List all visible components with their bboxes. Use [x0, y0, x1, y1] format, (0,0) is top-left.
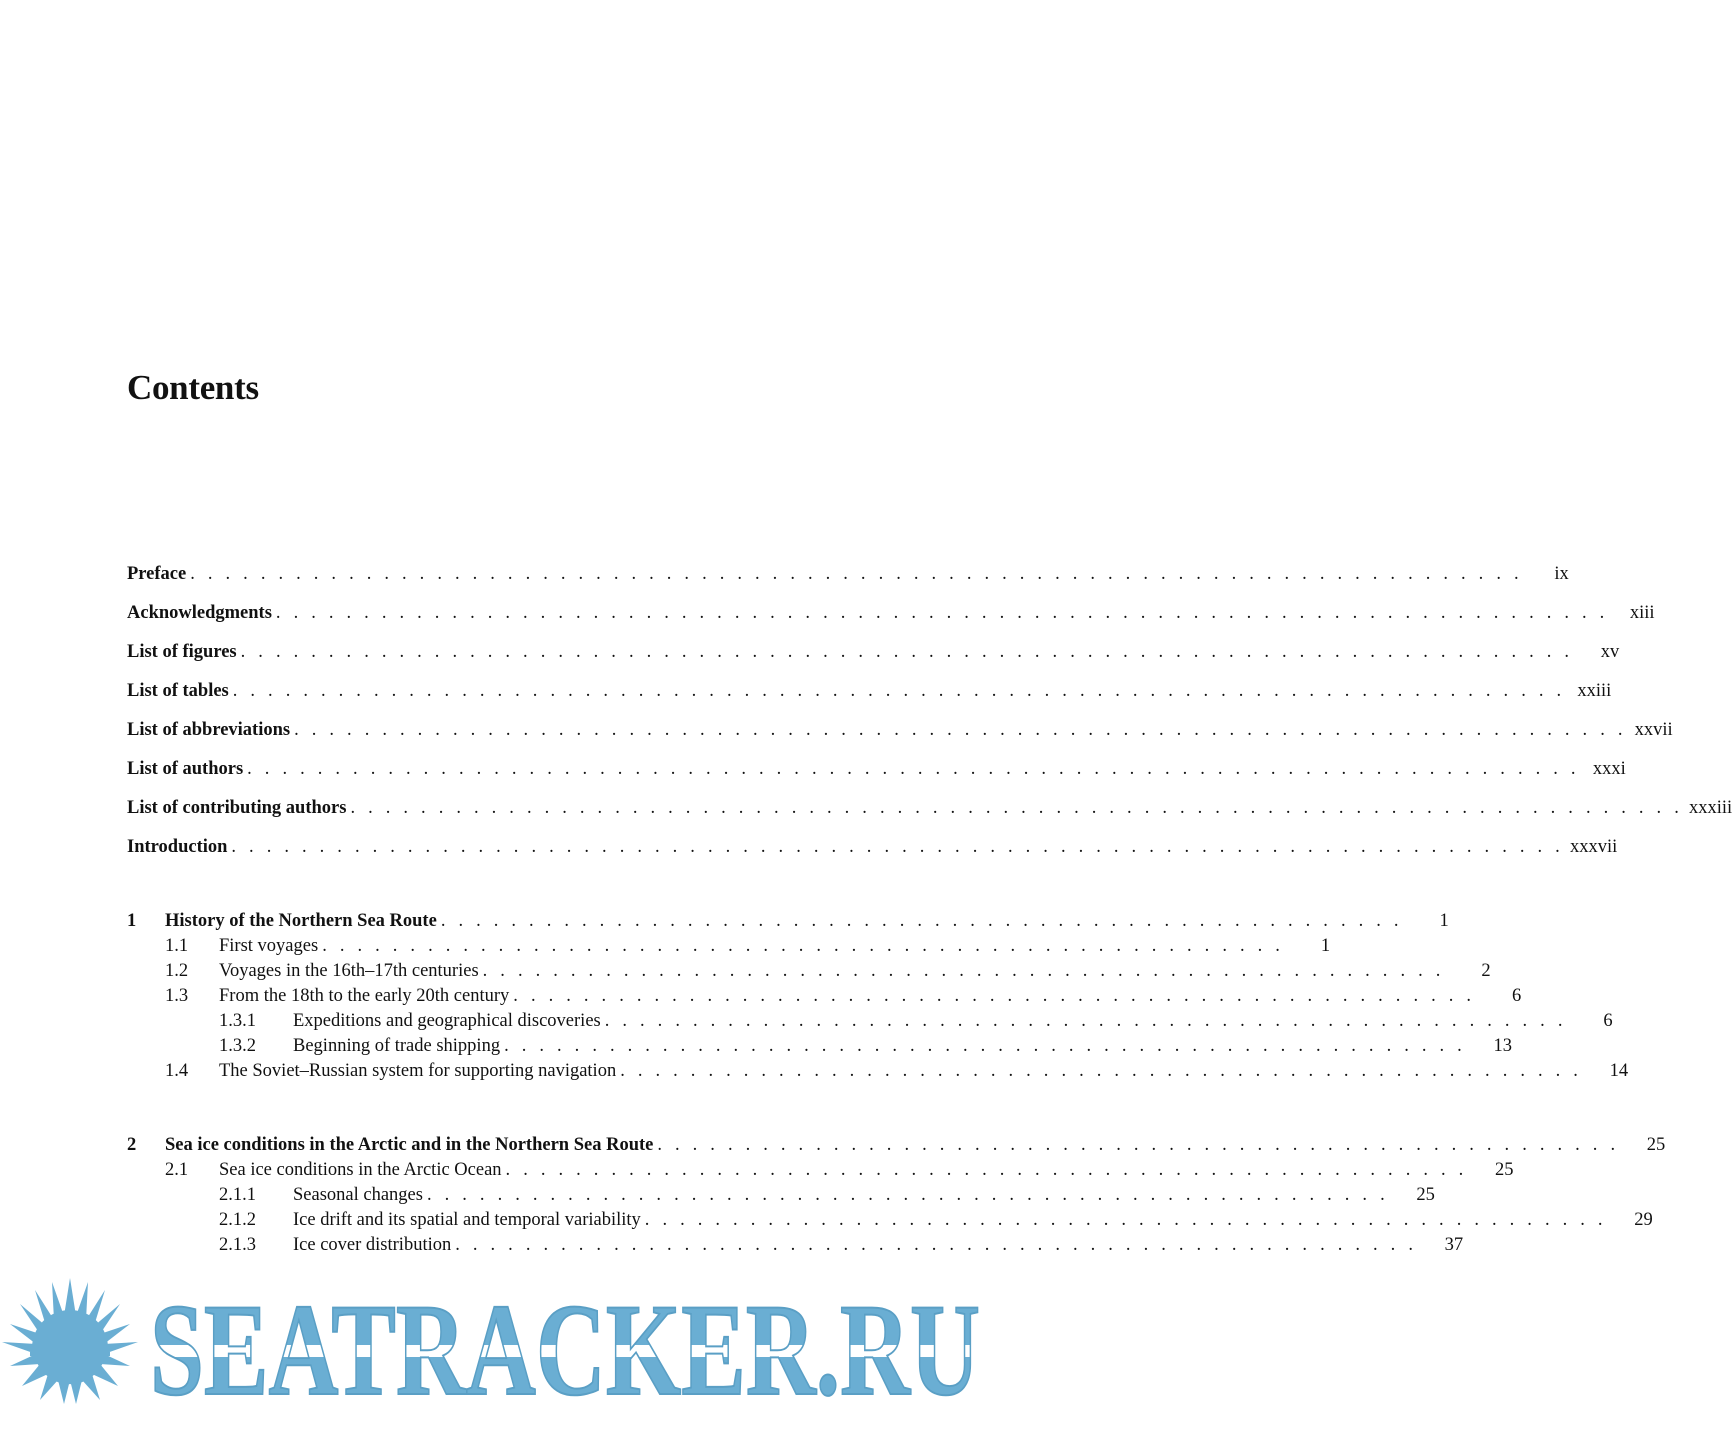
- section-number: 1.2: [165, 961, 189, 981]
- toc-entry-page: ix: [1554, 564, 1569, 584]
- toc-entry-label: List of contributing authors: [127, 798, 347, 818]
- dot-leader: . . . . . . . . . . . . . . . . . . . . . . . . . . . . . . . . . . . . . . . . . . . . . . . . . . . . . . .: [426, 1185, 1389, 1205]
- subsection-title: Beginning of trade shipping: [293, 1036, 501, 1056]
- dot-leader: . . . . . . . . . . . . . . . . . . . . . . . . . . . . . . . . . . . . . . . . . . . . . . . . . . . . . . .: [644, 1210, 1607, 1230]
- section-title: First voyages: [219, 936, 319, 956]
- section-title: Sea ice conditions in the Arctic Ocean: [219, 1160, 502, 1180]
- toc-subsection-2-1-3[interactable]: [127, 1234, 1464, 1256]
- dot-leader: . . . . . . . . . . . . . . . . . . . . . . . . . . . . . . . . . . . . . . . . . . . . . . . . . . . . . . . . . . . . . . . . . . . . . . . . . . . .: [294, 720, 1627, 740]
- toc-entry-acknowledgments[interactable]: [127, 602, 1655, 624]
- dot-leader: . . . . . . . . . . . . . . . . . . . . . . . . . . . . . . . . . . . . . . . . . . . . . . . . . . . . . . .: [482, 961, 1445, 981]
- subsection-number: 2.1.1: [219, 1185, 256, 1205]
- toc-entry-page: xxxi: [1592, 759, 1626, 779]
- toc-entry-page: 6: [1603, 1011, 1613, 1031]
- subsection-title: Expeditions and geographical discoveries: [293, 1011, 601, 1031]
- toc-entry-page: 1: [1320, 936, 1331, 956]
- subsection-number: 2.1.2: [219, 1210, 256, 1230]
- toc-entry-page: 13: [1493, 1036, 1513, 1056]
- dot-leader: . . . . . . . . . . . . . . . . . . . . . . . . . . . . . . . . . . . . . . . . . . . . . . . . . . . . . . . . . . . . . . . . . . . . . . . . . . . .: [231, 837, 1564, 857]
- toc-entry-label: Acknowledgments: [127, 603, 272, 623]
- subsection-number: 1.3.1: [219, 1011, 256, 1031]
- chapter-title: History of the Northern Sea Route: [165, 911, 437, 931]
- toc-chapter-2[interactable]: [127, 1134, 1666, 1156]
- toc-entry-page: 25: [1416, 1185, 1435, 1205]
- dot-leader: . . . . . . . . . . . . . . . . . . . . . . . . . . . . . . . . . . . . . . . . . . . . . . . . . . . . . . .: [657, 1135, 1620, 1155]
- section-title: Voyages in the 16th–17th centuries: [219, 961, 479, 981]
- seatracker-watermark: [0, 1276, 1004, 1423]
- toc-entry-page: 14: [1609, 1061, 1629, 1081]
- dot-leader: . . . . . . . . . . . . . . . . . . . . . . . . . . . . . . . . . . . . . . . . . . . . . . . . . . . . . . .: [322, 936, 1285, 956]
- toc-entry-page: xv: [1600, 642, 1620, 662]
- toc-section-2-1[interactable]: [127, 1159, 1514, 1181]
- dot-leader: . . . . . . . . . . . . . . . . . . . . . . . . . . . . . . . . . . . . . . . . . . . . . . . . . . . . . . . . . . . . . . . . . . . . . . . . . . . .: [350, 798, 1684, 818]
- toc-subsection-1-3-2[interactable]: [127, 1035, 1513, 1057]
- toc-chapter-1[interactable]: [127, 910, 1449, 932]
- toc-section-1-3[interactable]: [127, 985, 1522, 1007]
- toc-entry-page: 2: [1481, 961, 1491, 981]
- watermark-text: SEATRACKER.RU: [150, 1276, 980, 1423]
- toc-entry-page: 37: [1444, 1235, 1464, 1255]
- toc-entry-list-of-abbreviations[interactable]: [127, 719, 1673, 741]
- toc-subsection-2-1-1[interactable]: [127, 1184, 1435, 1206]
- toc-entry-page: 1: [1439, 911, 1449, 931]
- dot-leader: . . . . . . . . . . . . . . . . . . . . . . . . . . . . . . . . . . . . . . . . . . . . . . . . . . . . . . . . . . . . . . . . . . . . . . . . . . . .: [275, 603, 1609, 623]
- dot-leader: . . . . . . . . . . . . . . . . . . . . . . . . . . . . . . . . . . . . . . . . . . . . . . . . . . . . . . . . . . . . . . . . . . . . . . . . . . . .: [190, 564, 1523, 584]
- dot-leader: . . . . . . . . . . . . . . . . . . . . . . . . . . . . . . . . . . . . . . . . . . . . . . . . . . . . . . .: [504, 1036, 1467, 1056]
- dot-leader: . . . . . . . . . . . . . . . . . . . . . . . . . . . . . . . . . . . . . . . . . . . . . . . . . . . . . . .: [440, 911, 1403, 931]
- toc-entry-preface[interactable]: [127, 563, 1569, 585]
- dot-leader: . . . . . . . . . . . . . . . . . . . . . . . . . . . . . . . . . . . . . . . . . . . . . . . . . . . . . . .: [505, 1160, 1468, 1180]
- toc-entry-page: 25: [1494, 1160, 1514, 1180]
- toc-section-1-2[interactable]: [127, 960, 1491, 982]
- toc-entry-page: 6: [1511, 986, 1522, 1006]
- toc-entry-page: xxxvii: [1569, 837, 1618, 857]
- subsection-number: 1.3.2: [219, 1036, 256, 1056]
- dot-leader: . . . . . . . . . . . . . . . . . . . . . . . . . . . . . . . . . . . . . . . . . . . . . . . . . . . . . . .: [513, 986, 1476, 1006]
- toc-entry-list-of-contributing-authors[interactable]: [127, 797, 1732, 819]
- page-title: Contents: [127, 368, 259, 407]
- dot-leader: . . . . . . . . . . . . . . . . . . . . . . . . . . . . . . . . . . . . . . . . . . . . . . . . . . . . . . . . . . . . . . . . . . . . . . . . . . . .: [232, 681, 1566, 701]
- toc-entry-list-of-authors[interactable]: [127, 758, 1626, 780]
- toc-entry-page: xiii: [1629, 603, 1655, 623]
- subsection-title: Ice drift and its spatial and temporal variability: [293, 1210, 641, 1230]
- section-title: From the 18th to the early 20th century: [219, 986, 510, 1006]
- toc-subsection-2-1-2[interactable]: [127, 1209, 1653, 1231]
- toc-entry-page: xxiii: [1577, 681, 1612, 701]
- toc-entry-list-of-tables[interactable]: [127, 680, 1612, 702]
- sun-icon: [2, 1278, 138, 1404]
- dot-leader: . . . . . . . . . . . . . . . . . . . . . . . . . . . . . . . . . . . . . . . . . . . . . . . . . . . . . . .: [604, 1011, 1567, 1031]
- toc-entry-page: 29: [1634, 1210, 1653, 1230]
- dot-leader: . . . . . . . . . . . . . . . . . . . . . . . . . . . . . . . . . . . . . . . . . . . . . . . . . . . . . . .: [620, 1061, 1583, 1081]
- toc-entry-list-of-figures[interactable]: [127, 641, 1620, 663]
- chapter-title: Sea ice conditions in the Arctic and in the Northern Sea Route: [165, 1135, 654, 1155]
- toc-entry-label: List of tables: [127, 681, 229, 701]
- section-number: 1.4: [165, 1061, 189, 1081]
- toc-entry-label: List of authors: [127, 759, 244, 779]
- toc-entry-page: 25: [1646, 1135, 1666, 1155]
- toc-section-1-1[interactable]: [127, 935, 1331, 957]
- chapter-number: 2: [127, 1135, 137, 1155]
- toc-subsection-1-3-1[interactable]: [127, 1010, 1613, 1032]
- dot-leader: . . . . . . . . . . . . . . . . . . . . . . . . . . . . . . . . . . . . . . . . . . . . . . . . . . . . . . .: [455, 1235, 1418, 1255]
- dot-leader: . . . . . . . . . . . . . . . . . . . . . . . . . . . . . . . . . . . . . . . . . . . . . . . . . . . . . . . . . . . . . . . . . . . . . . . . . . . .: [240, 642, 1574, 662]
- subsection-number: 2.1.3: [219, 1235, 256, 1255]
- toc-entry-page: xxvii: [1634, 720, 1673, 740]
- toc-entry-label: List of figures: [127, 642, 237, 662]
- toc-entry-introduction[interactable]: [127, 836, 1618, 858]
- section-number: 2.1: [165, 1160, 189, 1180]
- toc-entry-label: List of abbreviations: [127, 720, 291, 740]
- toc-section-1-4[interactable]: [127, 1060, 1629, 1082]
- chapter-number: 1: [127, 911, 137, 931]
- toc-entry-label: Preface: [127, 564, 187, 584]
- toc-entry-page: xxxiii: [1689, 798, 1732, 818]
- toc-entry-label: Introduction: [127, 837, 228, 857]
- section-number: 1.3: [165, 986, 189, 1006]
- section-number: 1.1: [165, 936, 189, 956]
- subsection-title: Ice cover distribution: [293, 1235, 452, 1255]
- dot-leader: . . . . . . . . . . . . . . . . . . . . . . . . . . . . . . . . . . . . . . . . . . . . . . . . . . . . . . . . . . . . . . . . . . . . . . . . . . . .: [247, 759, 1580, 779]
- subsection-title: Seasonal changes: [293, 1185, 423, 1205]
- section-title: The Soviet–Russian system for supporting navigation: [219, 1061, 617, 1081]
